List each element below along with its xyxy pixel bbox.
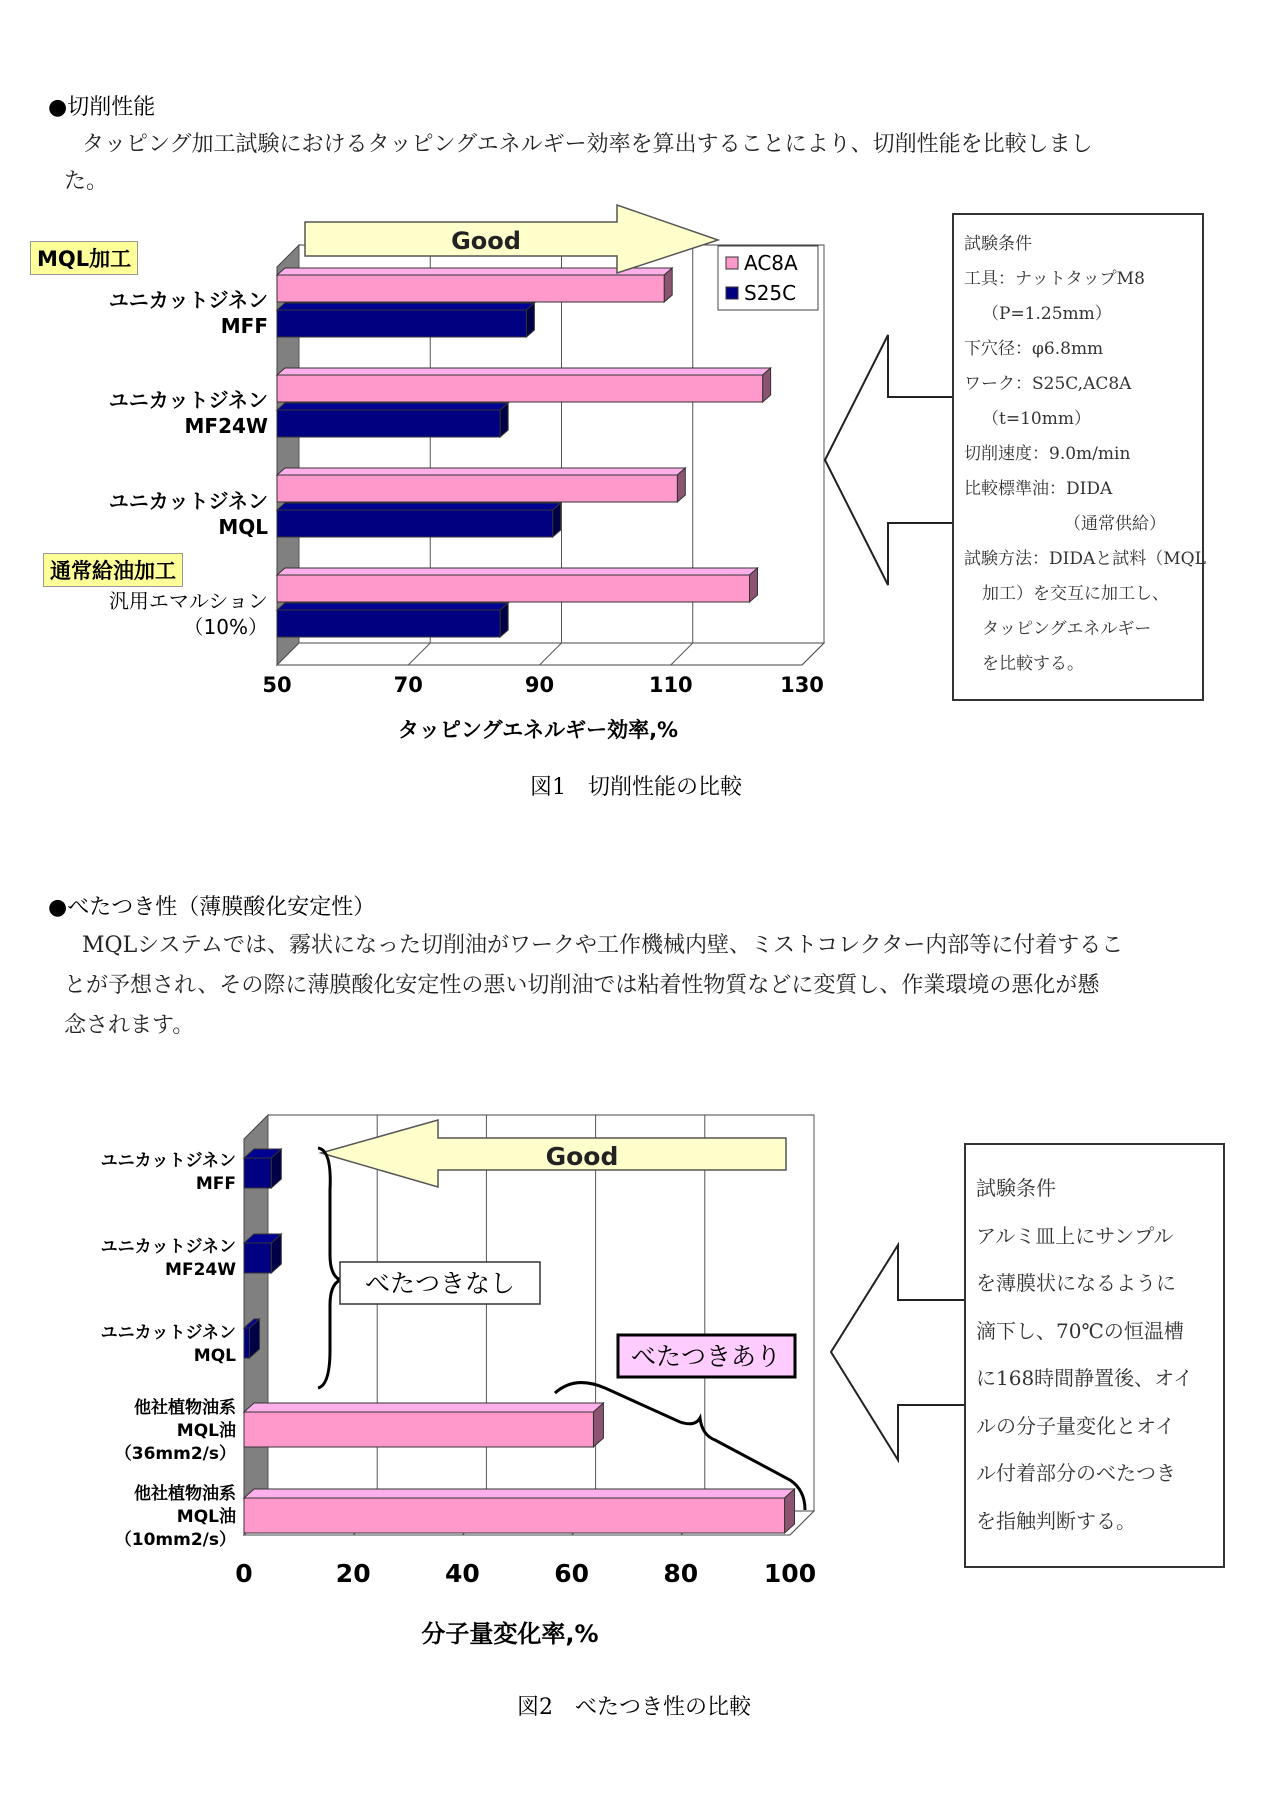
chart2-tick-label: 40 [445, 1559, 480, 1588]
chart2-bar [244, 1243, 271, 1273]
chart1-legend-swatch [726, 287, 738, 299]
chart1-bar-top [277, 303, 534, 310]
normal-supply-tag: 通常給油加工 [43, 553, 183, 587]
section1-paragraph-line1: タッピング加工試験におけるタッピングエネルギー効率を算出することにより、切削性能を比較しまし [82, 132, 1093, 157]
chart1-legend-label: AC8A [744, 251, 798, 275]
conditions-line: ワーク：S25C,AC8A [964, 374, 1132, 394]
section2-heading: ●べたつき性（薄膜酸化安定性） [48, 895, 376, 920]
chart1-bar [277, 375, 763, 402]
chart2-back-wall [268, 1115, 814, 1511]
chart2-bar [244, 1412, 593, 1447]
conditions-line: （P=1.25mm） [982, 304, 1112, 324]
conditions-line: タッピングエネルギー [982, 619, 1152, 639]
chart1-bar-top [277, 603, 508, 610]
chart2-no-sticky-label: べたつきなし [364, 1269, 516, 1298]
chart1-bar-top [277, 468, 685, 475]
chart1-bar [277, 310, 526, 337]
chart1-category-label: ユニカットジネン MFF [108, 288, 268, 338]
chart1-category-label: ユニカットジネン MF24W [108, 388, 268, 438]
chart2-tick-label: 0 [235, 1559, 253, 1588]
chart2-bar [244, 1328, 249, 1358]
chart1-tick-label: 70 [393, 673, 423, 697]
chart1-tick-label: 50 [262, 673, 292, 697]
conditions-text [964, 229, 1206, 684]
chart1-tick-label: 110 [648, 673, 693, 697]
conditions-line: ル付着部分のべたつき [976, 1461, 1176, 1485]
chart2-category-label: 他社植物油系 MQL油 （36mm2/s） [114, 1398, 236, 1464]
conditions-line: 下穴径：φ6.8mm [964, 339, 1104, 359]
conditions-line: を薄膜状になるように [976, 1271, 1176, 1295]
chart1-legend-label: S25C [744, 281, 797, 305]
conditions-line: 比較標準油：DIDA [964, 479, 1113, 499]
conditions-line: 切削速度：9.0m/min [964, 444, 1131, 464]
chart2-caption: 図2 べたつき性の比較 [517, 1695, 751, 1720]
conditions-text [976, 1165, 1223, 1545]
conditions-line: ルの分子量変化とオイ [976, 1413, 1175, 1438]
chart1-bar [277, 275, 664, 302]
conditions-line: 試験方法：DIDAと試料（MQL [964, 549, 1206, 569]
conditions-line: 加工）を交互に加工し、 [982, 584, 1169, 604]
chart1-bar-top [277, 568, 758, 575]
chart1-category-label: 汎用エマルション （10%） [108, 589, 268, 639]
chart1-bar [277, 475, 677, 502]
chart2-tick-label: 60 [554, 1559, 589, 1588]
chart2-x-axis-label: 分子量変化率,% [421, 1620, 599, 1648]
conditions-line: を比較する。 [982, 654, 1084, 674]
chart1-legend-swatch [726, 257, 738, 269]
mql-process-tag: MQL加工 [30, 241, 138, 275]
chart2-good-label: Good [545, 1142, 619, 1171]
conditions-line: を指触判断する。 [976, 1508, 1136, 1533]
conditions-line: アルミ皿上にサンプル [976, 1223, 1174, 1248]
chart1-caption: 図1 切削性能の比較 [530, 775, 742, 800]
section1-heading: ●切削性能 [48, 95, 156, 120]
conditions-line: （t=10mm） [982, 409, 1091, 429]
section2-paragraph-line3: 念されます。 [64, 1013, 195, 1038]
chart2-category-label: ユニカットジネン MQL [100, 1323, 236, 1366]
chart1-bar-top [277, 503, 561, 510]
chart2-category-label: ユニカットジネン MFF [100, 1151, 236, 1194]
conditions-line: 滴下し、70℃の恒温槽 [976, 1318, 1184, 1343]
chart2-bar [244, 1498, 785, 1533]
chart1-category-label: ユニカットジネン MQL [108, 489, 268, 539]
chart2-tick-label: 100 [763, 1559, 817, 1588]
chart1-bar [277, 510, 553, 537]
section1-paragraph-line2: た。 [64, 169, 109, 194]
chart1-bar-top [277, 368, 771, 375]
chart1-tick-label: 130 [780, 673, 824, 697]
chart2-bar [244, 1158, 271, 1188]
section2-paragraph-line2: とが予想され、その際に薄膜酸化安定性の悪い切削油では粘着性物質などに変質し、作業環境の悪化が懸 [64, 973, 1100, 998]
conditions-line: 試験条件 [964, 234, 1032, 254]
conditions-line: に168時間静置後、オイ [976, 1366, 1194, 1390]
conditions-pointer-arrow [826, 1240, 976, 1470]
chart1-bar [277, 575, 750, 602]
chart1-bar-top [277, 403, 508, 410]
conditions-line: （通常供給） [1064, 514, 1166, 534]
chart2-sticky-label: べたつきあり [630, 1342, 782, 1371]
chart2-bar-top [244, 1403, 603, 1412]
chart2-conditions-box [964, 1143, 1225, 1568]
chart1-bar [277, 410, 500, 437]
chart1-good-label: Good [451, 227, 521, 255]
conditions-pointer-arrow [820, 330, 960, 600]
chart2-tick-label: 20 [335, 1559, 371, 1588]
chart2-category-label: ユニカットジネン MF24W [100, 1237, 236, 1280]
chart2-tick-label: 80 [663, 1559, 699, 1588]
conditions-line: 工具：ナットタップM8 [964, 269, 1145, 289]
section2-paragraph-line1: MQLシステムでは、霧状になった切削油がワークや工作機械内壁、ミストコレクター内部等に付着するこ [82, 933, 1124, 958]
chart2-bar-top [244, 1489, 795, 1498]
chart2-category-label: 他社植物油系 MQL油 （10mm2/s） [114, 1484, 236, 1550]
chart1-conditions-box [952, 213, 1204, 701]
chart1-bar [277, 610, 500, 637]
chart1-bar-top [277, 268, 672, 275]
chart1-tick-label: 90 [524, 673, 555, 697]
conditions-line: 試験条件 [976, 1176, 1056, 1200]
chart1-x-axis-label: タッピングエネルギー効率,% [397, 718, 679, 742]
